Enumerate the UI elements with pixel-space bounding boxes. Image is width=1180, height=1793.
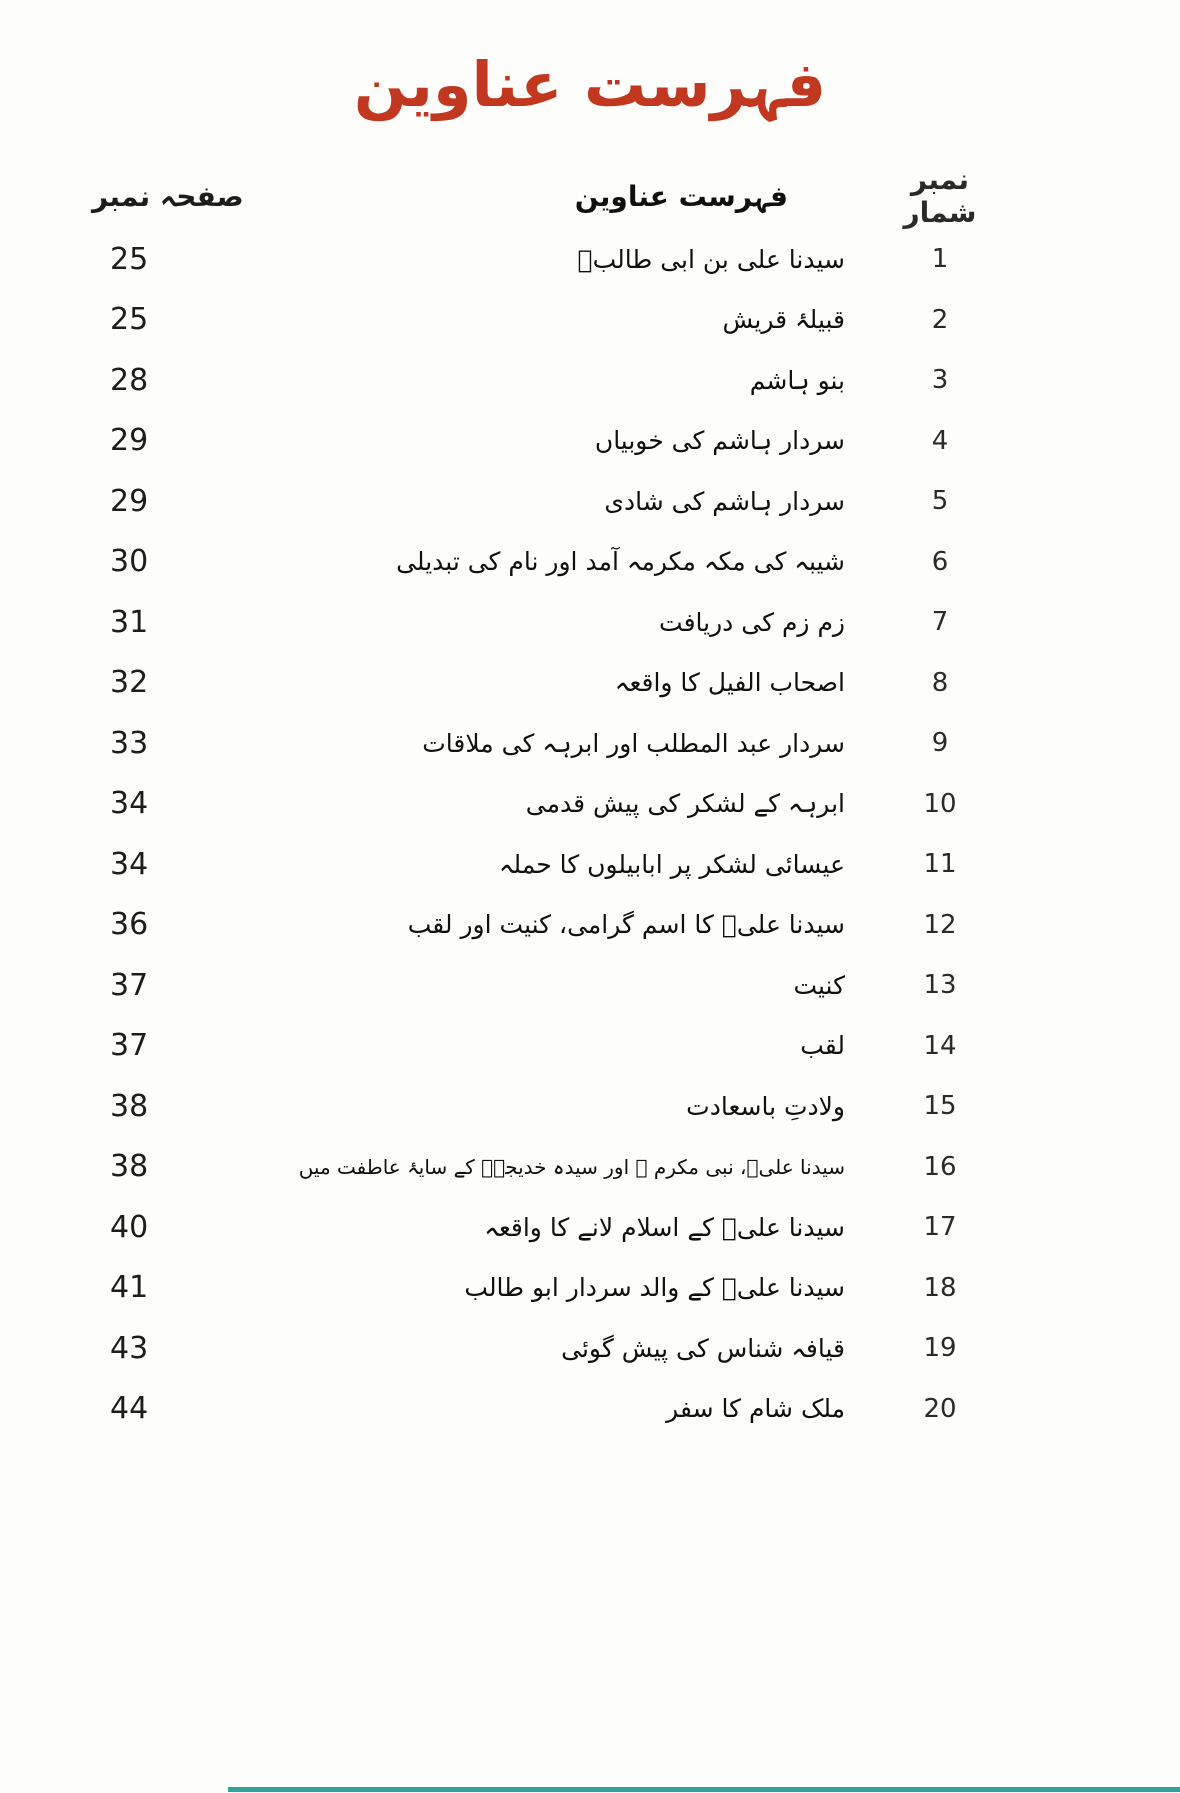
toc-row [0,350,1000,411]
entry-serial: 9 [931,728,949,759]
entry-page-number: 32 [110,665,149,701]
toc-list [0,229,1180,1439]
entry-title: قبیلۂ قریش [722,305,845,335]
header-content-titles: فہرست عناوین [574,179,788,213]
toc-header-row [0,163,1000,229]
entry-title: سردار ہاشم کی شادی [604,486,845,516]
entry-title: سردار ہاشم کی خوبیاں [594,426,845,456]
entry-serial: 1 [931,244,949,275]
entry-serial: 15 [923,1091,957,1122]
toc-row [0,471,1000,532]
entry-page-number: 25 [110,302,149,338]
entry-serial: 11 [923,849,957,880]
toc-row [0,411,1000,472]
entry-title: شیبہ کی مکہ مکرمہ آمد اور نام کی تبدیلی [396,547,845,577]
entry-page-number: 44 [110,1391,149,1427]
entry-page-number: 34 [110,846,149,882]
toc-row [0,1076,1000,1137]
entry-title: سردار عبد المطلب اور ابرہہ کی ملاقات [422,728,845,758]
entry-page-number: 40 [110,1209,149,1245]
entry-title: عیسائی لشکر پر ابابیلوں کا حملہ [498,849,845,879]
toc-row [0,895,1000,956]
entry-page-number: 37 [110,1028,149,1064]
entry-title: ابرہہ کے لشکر کی پیش قدمی [525,789,845,819]
entry-title: سیدنا علیؓ کا اسم گرامی، کنیت اور لقب [407,910,845,940]
entry-page-number: 34 [110,786,149,822]
entry-serial: 5 [931,486,949,517]
entry-serial: 16 [923,1151,957,1182]
footer-divider-line [228,1787,1180,1792]
toc-row [0,653,1000,714]
entry-serial: 18 [923,1272,957,1303]
entry-serial: 2 [931,304,949,335]
entry-serial: 17 [923,1212,957,1243]
entry-title: ولادتِ باسعادت [686,1091,845,1121]
entry-page-number: 28 [110,362,149,398]
entry-serial: 10 [923,788,957,819]
entry-title: زم زم کی دریافت [659,607,845,637]
entry-page-number: 31 [110,604,149,640]
header-serial-number: نمبر شمار [903,163,977,229]
entry-title: قیافہ شناس کی پیش گوئی [561,1333,845,1363]
entry-serial: 20 [923,1393,957,1424]
entry-serial: 7 [931,607,949,638]
entry-serial: 12 [923,909,957,940]
toc-row [0,774,1000,835]
entry-title: ملک شام کا سفر [666,1394,845,1424]
toc-row [0,1137,1000,1198]
entry-title: اصحاب الفیل کا واقعہ [614,668,845,698]
toc-row [0,1197,1000,1258]
toc-row [0,229,1000,290]
toc-row [0,592,1000,653]
entry-page-number: 33 [110,725,149,761]
toc-row [0,1318,1000,1379]
entry-serial: 19 [923,1333,957,1364]
entry-title: سیدنا علیؓ کے اسلام لانے کا واقعہ [484,1212,845,1242]
entry-title: بنو ہاشم [749,365,845,395]
toc-row [0,955,1000,1016]
entry-page-number: 38 [110,1088,149,1124]
toc-row [0,1016,1000,1077]
entry-serial: 6 [931,546,949,577]
entry-serial: 3 [931,365,949,396]
entry-serial: 4 [931,425,949,456]
toc-row [0,290,1000,351]
toc-row [0,532,1000,593]
toc-row [0,834,1000,895]
entry-title: سیدنا علیؓ، نبی مکرم ﷺ اور سیدہ خدیجہؓ کے سایۂ عاطفت میں [298,1154,845,1179]
entry-serial: 13 [923,970,957,1001]
entry-title: سیدنا علی بن ابی طالبؓ [577,244,845,274]
entry-serial: 8 [931,667,949,698]
entry-page-number: 30 [110,544,149,580]
entry-page-number: 37 [110,967,149,1003]
toc-row [0,1258,1000,1319]
entry-serial: 14 [923,1030,957,1061]
entry-title: کنیت [793,970,845,1000]
entry-page-number: 36 [110,907,149,943]
entry-title: سیدنا علیؓ کے والد سردار ابو طالب [464,1273,845,1303]
entry-page-number: 38 [110,1149,149,1185]
header-page-number: صفحہ نمبر [92,179,244,213]
toc-row [0,713,1000,774]
page-title: فہرست عناوین [353,48,827,121]
entry-page-number: 29 [110,483,149,519]
entry-page-number: 29 [110,423,149,459]
entry-page-number: 43 [110,1330,149,1366]
entry-page-number: 41 [110,1270,149,1306]
toc-row [0,1379,1000,1440]
entry-page-number: 25 [110,241,149,277]
entry-title: لقب [800,1031,845,1061]
